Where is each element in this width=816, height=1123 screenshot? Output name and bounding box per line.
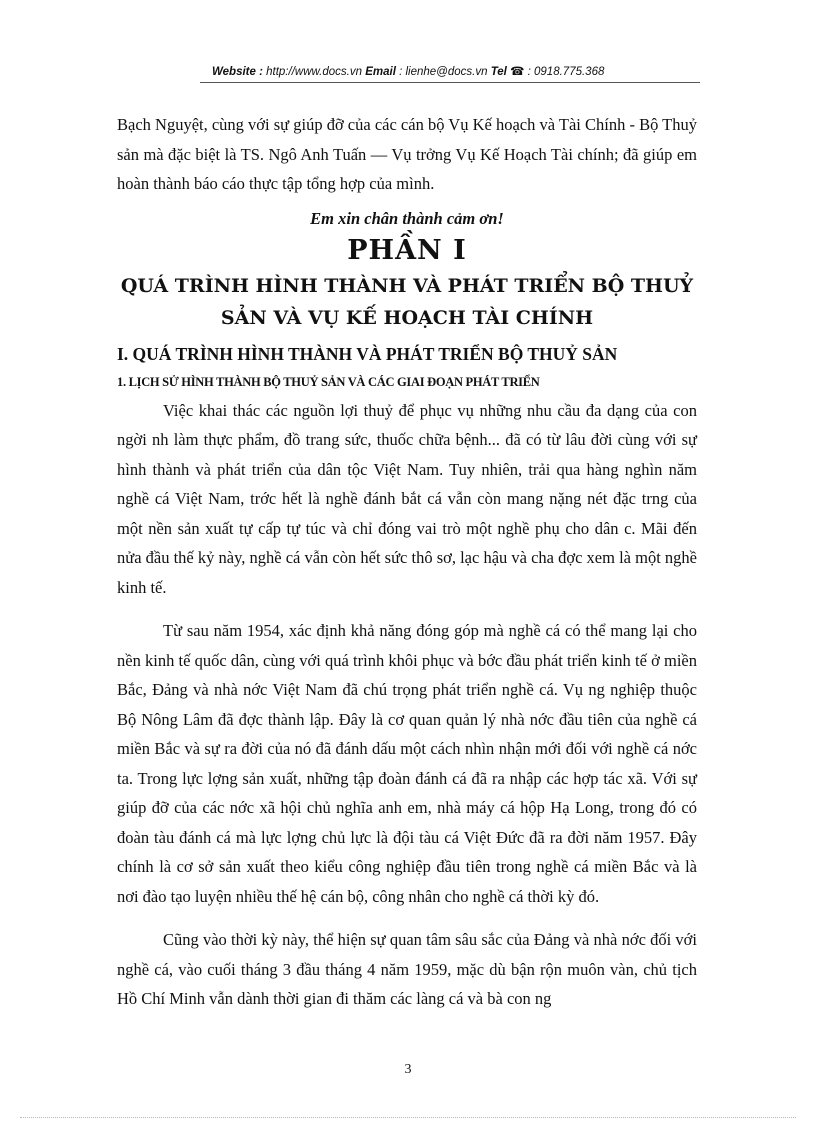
page-header (212, 64, 692, 78)
website-label: Website : (212, 66, 263, 78)
paragraph: Việc khai thác các nguồn lợi thuỷ để phục vụ những nhu cầu đa dạng của con ngời nh làm thực phẩm, đồ trang sức, thuốc chữa bệnh... đã có từ lâu đời cùng với sự hình thành và phát triển của dân tộc Việt Nam. Tuy nhiên, trải qua hàng nghìn năm nghề cá Việt Nam, trớc hết là nghề đánh bắt cá vẫn còn mang nặng nét đặc trng của một nền sản xuất tự cấp tự túc và chỉ đóng vai trò một nghề phụ cho dân c. Mãi đến nửa đầu thế kỷ này, nghề cá vẫn còn hết sức thô sơ, lạc hậu và cha đợc xem là một nghề kinh tế. (117, 400, 697, 597)
intro-paragraph: Bạch Nguyệt, cùng với sự giúp đỡ của các cán bộ Vụ Kế hoạch và Tài Chính - Bộ Thuỷ sản mà đặc biệt là TS. Ngô Anh Tuấn — Vụ trởng Vụ Kế Hoạch Tài chính; đã giúp em hoàn thành báo cáo thực tập tổng hợp của mình. (117, 115, 697, 193)
paragraph: Cũng vào thời kỳ này, thể hiện sự quan tâm sâu sắc của Đảng và nhà nớc đối với nghề cá, vào cuối tháng 3 đầu tháng 4 năm 1959, mặc dù bận rộn muôn vàn, chủ tịch Hồ Chí Minh vẫn dành thời gian đi thăm các làng cá và bà con ng (117, 930, 697, 1008)
email-label: Email (365, 66, 396, 78)
tel-value: : 0918.775.368 (527, 66, 605, 78)
page-number: 3 (404, 1062, 412, 1077)
thanks-line: Em xin chân thành cảm ơn! (310, 208, 504, 228)
website-url[interactable]: http://www.docs.vn (266, 66, 362, 78)
header-rule (200, 82, 700, 83)
email-value[interactable]: : lienhe@docs.vn (399, 66, 488, 78)
paragraph: Từ sau năm 1954, xác định khả năng đóng góp mà nghề cá có thể mang lại cho nền kinh tế quốc dân, cùng với quá trình khôi phục và bớc đầu phát triển kinh tế ở miền Bắc, Đảng và nhà nớc Việt Nam đã chú trọng phát triển nghề cá. Vụ ng nghiệp thuộc Bộ Nông Lâm đã đợc thành lập. Đây là cơ quan quản lý nhà nớc đầu tiên của nghề cá miền Bắc và sự ra đời của nó đã đánh dấu một cách nhìn nhận mới đối với nghề cá nớc ta. Trong lực lợng sản xuất, những tập đoàn đánh cá đã ra nhập các hợp tác xã. Với sự giúp đỡ của các nớc xã hội chủ nghĩa anh em, nhà máy cá hộp Hạ Long, trong đó có đoàn tàu đánh cá mà lực lợng chủ lực là đội tàu cá Việt Đức đã ra đời năm 1957. Đây chính là cơ sở sản xuất theo kiểu công nghiệp đầu tiên trong nghề cá miền Bắc và là nơi đào tạo luyện nhiều thế hệ cán bộ, công nhân cho nghề cá thời kỳ đó. (117, 621, 697, 906)
part-subtitle: QUÁ TRÌNH HÌNH THÀNH VÀ PHÁT TRIỂN BỘ THUỶ SẢN VÀ VỤ KẾ HOẠCH TÀI CHÍNH (120, 274, 694, 329)
part-title: PHẦN I (347, 234, 467, 266)
footer-divider (20, 1117, 796, 1118)
tel-label: Tel (490, 66, 507, 78)
page-content (117, 110, 697, 1014)
section-heading: I. QUÁ TRÌNH HÌNH THÀNH VÀ PHÁT TRIỂN BỘ THUỶ SẢN (117, 343, 618, 364)
subsection-heading: 1. LỊCH SỬ HÌNH THÀNH BỘ THUỶ SẢN VÀ CÁC GIAI ĐOẠN PHÁT TRIỂN (117, 374, 540, 389)
phone-icon: ☎ (510, 66, 525, 78)
